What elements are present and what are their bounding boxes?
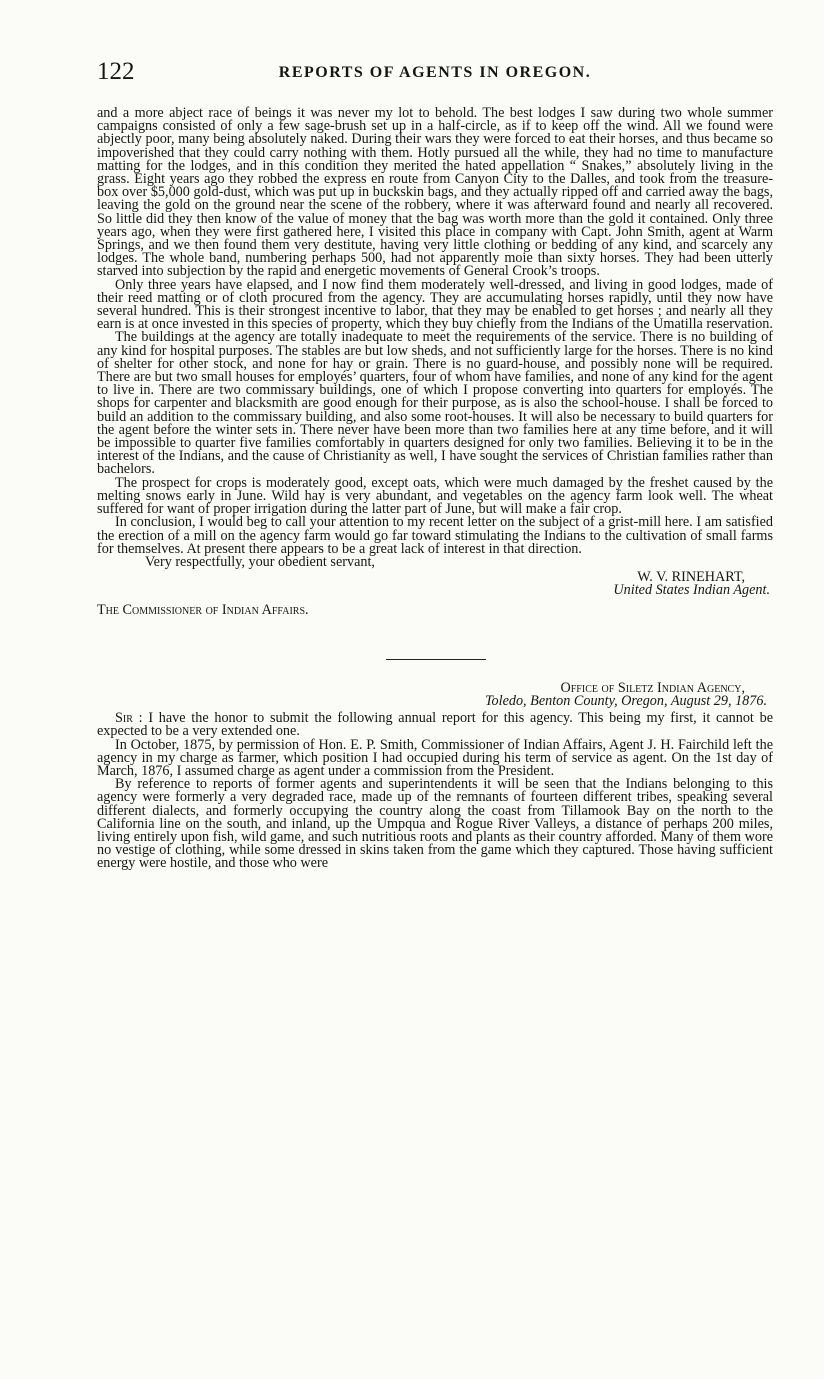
paragraph: The prospect for crops is moderately good, except oats, which were much damaged by the freshet caused by the melting snows early in June. Wild hay is very abundant, and vegetables on the agency farm look well. The wheat suffered for want of proper irrigation during the latter part of June, but will make a fair crop.	[97, 474, 773, 518]
paragraph: In October, 1875, by permission of Hon. E. P. Smith, Commissioner of Indian Affairs, Agent J. H. Fairchild left the agency in my charge as farmer, which position I had occupied during his term of service as agent. On the 1st day of March, 1876, I assumed charge as agent under a commission from the President.	[97, 736, 773, 779]
office-heading: Office of Siletz Indian Agency,	[560, 679, 745, 696]
section-divider	[386, 659, 486, 660]
paragraph: The buildings at the agency are totally inadequate to meet the requirements of the service. There is no building of any kind for hospital purposes. The stables are but low sheds, and not sufficiently large for the horses. There is no kind of shelter for other stock, and none for hay or grain. There is no guard-house, and possibly none will be required. There are but two small houses for employés’ quarters, four of whom have families, and none of any kind for the agent to live in. There are two commissary buildings, one of which I propose converting into quarters for employés. The shops for carpenter and blacksmith are good enough for their purpose, as is also the school-house. I shall be forced to build an addition to the commissary building, and also some root-houses. It will also be necessary to build quarters for the agent before the winter sets in. There never have been more than two families here at any time before, and it will be impossible to quarter five families comfortably in quarters designed for only two families. Believing it to be in the interest of the Indians, and the cause of Christianity as well, I have sought the services of Christian families rather than bachelors.	[97, 329, 773, 478]
place-date: Toledo, Benton County, Oregon, August 29, 1876.	[484, 692, 767, 709]
addressee: The Commissioner of Indian Affairs.	[97, 601, 309, 618]
page-number: 122	[97, 58, 135, 85]
signature-title: United States Indian Agent.	[613, 582, 770, 599]
paragraph: In conclusion, I would beg to call your attention to my recent letter on the subject of a grist-mill here. I am satisfied the erection of a mill on the agency farm would go far toward stimulating the Indians to the cultivation of small farms for themselves. At present there appears to be a great lack of interest in that direction.	[97, 514, 773, 557]
paragraph-text: I have the honor to submit the following annual report for this agency. This being my first, it cannot be expected to be a very extended one.	[97, 710, 773, 740]
salutation: Sir :	[115, 710, 143, 727]
signature-name: W. V. RINEHART,	[637, 569, 745, 586]
paragraph	[97, 712, 773, 738]
paragraph: and a more abject race of beings it was never my lot to behold. The best lodges I saw during two whole summer campaigns consisted of only a few sage-brush set up in a half-circle, as if to keep off the wind. All we found were abjectly poor, many being absolutely naked. During their wars they were forced to eat their horses, and thus became so impoverished that they could carry nothing with them. Hotly pursued all the while, they had no time to manufacture matting for the lodges, and in this condition they merited the hated appellation “ Snakes,” absolutely living in the grass. Eight years ago they robbed the express en route from Canyon City to the Dalles, and took from the treasure-box over $5,000 gold-dust, which was put up in buckskin bags, and they actually ripped off and carried away the bags, leaving the gold on the ground near the scene of the robbery, where it was afterward found and nearly all recovered. So little did they then know of the value of money that the bag was worth more than the gold it contained. Only three years ago, when they were first gathered here, I visited this place in company with Capt. John Smith, agent at Warm Springs, and we then found them very destitute, having very little clothing or bedding of any kind, and scarcely any lodges. The whole band, numbering perhaps 500, had not apparently moie than sixty horses. They had been utterly starved into subjection by the rapid and energetic movements of General Crook’s troops.	[97, 105, 773, 280]
paragraph: By reference to reports of former agents and superintendents it will be seen that the Indians belonging to this agency were formerly a very degraded race, made up of the remnants of fourteen different tribes, speaking several different dialects, and formerly occupying the country along the coast from Tillamook Bay on the north to the California line on the south, and inland, up the Umpqua and Rogue River Valleys, a distance of perhaps 200 miles, living entirely upon fish, wild game, and such nutritious roots and plants as their country afforded. Many of them wore no vestige of clothing, while some dressed in skins taken from the game which they captured. Those having sufficient energy were hostile, and those who were	[97, 776, 773, 872]
paragraph: Only three years have elapsed, and I now find them moderately well-dressed, and living in good lodges, made of their reed matting or of cloth procured from the agency. They are accumulating horses rapidly, until they now have several hundred. This is their strongest incentive to labor, that they may be enabled to get horses ; and nearly all they earn is at once invested in this species of property, which they buy chiefly from the Indians of the Umatilla reservation.	[97, 276, 773, 333]
page-header	[97, 58, 773, 88]
running-head: REPORTS OF AGENTS IN OREGON.	[278, 64, 592, 81]
closing-line: Very respectfully, your obedient servant,	[145, 553, 375, 570]
report-body	[97, 107, 773, 871]
